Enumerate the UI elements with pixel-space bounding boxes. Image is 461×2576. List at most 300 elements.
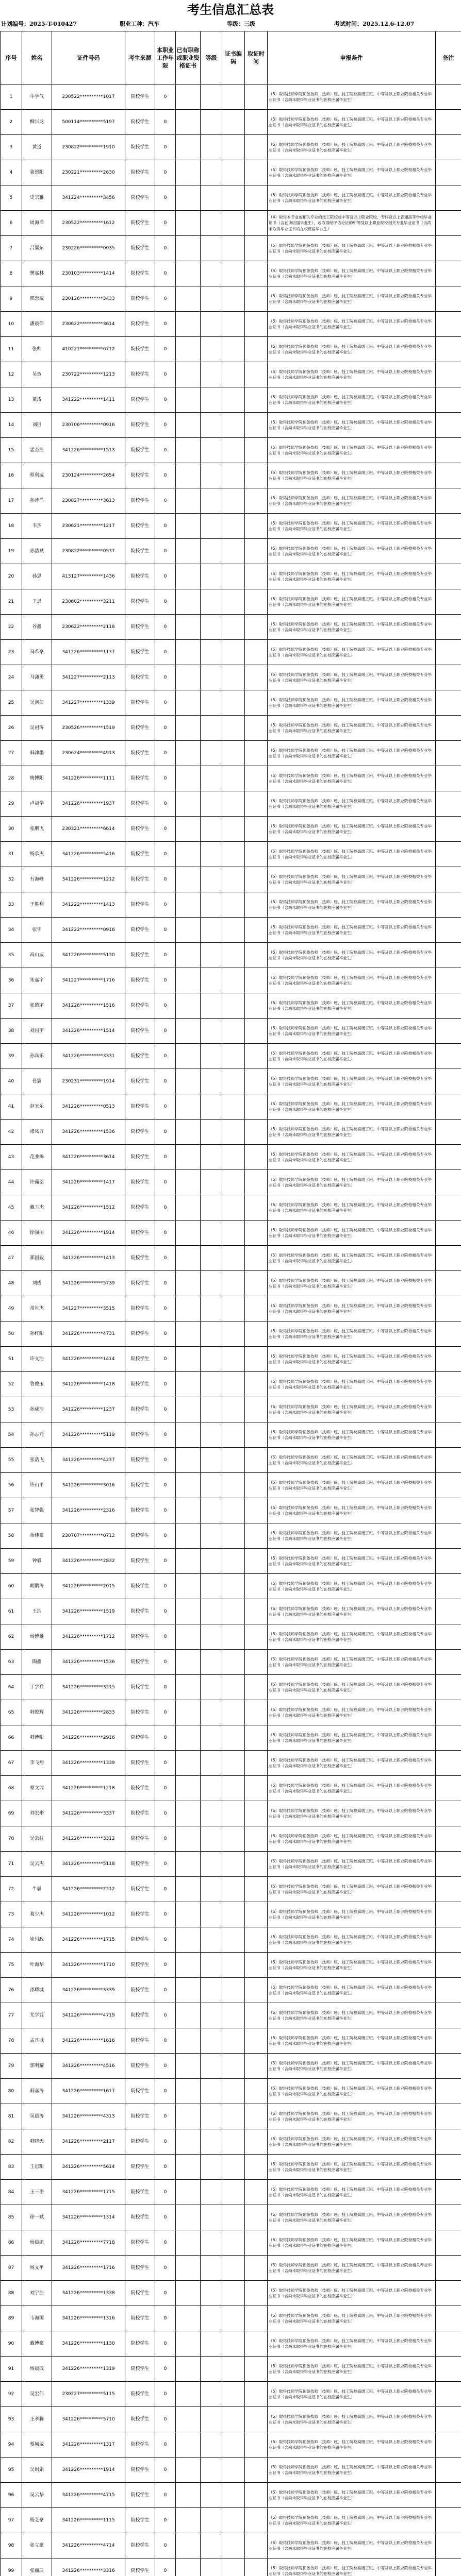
source-cell: 院校学生 — [125, 2003, 155, 2028]
name-cell: 吴祖涛 — [22, 716, 52, 741]
cert-code-cell — [222, 1044, 245, 1069]
source-cell: 院校学生 — [125, 312, 155, 337]
condition-cell: （5）取得技师学院预备技师（技师）班、技工院校高级工班、中等及以上职业院校相关专业毕业证书（含尚未取得毕业证书的在校应届毕业生） — [268, 2129, 436, 2155]
table-row — [1, 2054, 461, 2079]
name-cell: 孙红阳 — [22, 1321, 52, 1347]
grade-cell — [201, 2407, 222, 2432]
certificate-cell — [176, 1675, 201, 1700]
id-number-cell: 413127**********1436 — [52, 564, 125, 589]
source-cell: 院校学生 — [125, 564, 155, 589]
id-number-cell: 341226**********1715 — [52, 2180, 125, 2205]
serial-cell: 18 — [1, 514, 22, 539]
id-number-cell: 341226**********2832 — [52, 1549, 125, 1574]
remarks-cell — [436, 463, 461, 488]
certificate-cell — [176, 564, 201, 589]
source-cell: 院校学生 — [125, 438, 155, 463]
certificate-cell — [176, 741, 201, 766]
cert-date-cell — [245, 1498, 268, 1523]
serial-cell: 88 — [1, 2281, 22, 2306]
id-number-cell: 341226**********1937 — [52, 791, 125, 817]
cert-code-cell — [222, 1852, 245, 1877]
source-cell: 院校学生 — [125, 690, 155, 716]
serial-cell: 4 — [1, 160, 22, 185]
certificate-cell — [176, 2558, 201, 2576]
table-row — [1, 2180, 461, 2205]
remarks-cell — [436, 110, 461, 135]
condition-cell: （5）取得技师学院预备技师（技师）班、技工院校高级工班、中等及以上职业院校相关专业毕业证书（含尚未取得毕业证书的在校应届毕业生） — [268, 1422, 436, 1448]
id-number-cell: 341226**********4719 — [52, 2003, 125, 2028]
id-number-cell: 341226**********7718 — [52, 2230, 125, 2256]
grade-cell — [201, 1246, 222, 1271]
name-cell: 张宇 — [22, 918, 52, 943]
id-number-cell: 341226**********1137 — [52, 640, 125, 665]
remarks-cell — [436, 1978, 461, 2003]
remarks-cell — [436, 2508, 461, 2533]
certificate-cell — [176, 1826, 201, 1852]
table-row — [1, 1246, 461, 1271]
id-number-cell: 341226**********2916 — [52, 1725, 125, 1751]
work-years-cell: 0 — [155, 1826, 176, 1852]
cert-date-cell — [245, 2054, 268, 2079]
remarks-cell — [436, 1826, 461, 1852]
work-years-cell: 0 — [155, 615, 176, 640]
table-row — [1, 741, 461, 766]
serial-cell: 41 — [1, 1094, 22, 1120]
remarks-cell — [436, 1271, 461, 1296]
condition-cell: （5）取得技师学院预备技师（技师）班、技工院校高级工班、中等及以上职业院校相关专业毕业证书（含尚未取得毕业证书的在校应届毕业生） — [268, 2028, 436, 2054]
cert-date-cell — [245, 918, 268, 943]
certificate-cell — [176, 716, 201, 741]
cert-code-cell — [222, 312, 245, 337]
serial-cell: 51 — [1, 1347, 22, 1372]
work-years-cell: 0 — [155, 2180, 176, 2205]
work-years-cell: 0 — [155, 1044, 176, 1069]
table-row — [1, 968, 461, 993]
grade-cell — [201, 690, 222, 716]
source-cell: 院校学生 — [125, 1347, 155, 1372]
remarks-cell — [436, 1700, 461, 1725]
cert-date-cell — [245, 539, 268, 564]
cert-date-cell — [245, 1195, 268, 1221]
table-row — [1, 1776, 461, 1801]
id-number-cell: 230226**********0035 — [52, 236, 125, 261]
cert-code-cell — [222, 2129, 245, 2155]
table-row — [1, 312, 461, 337]
work-years-cell: 0 — [155, 514, 176, 539]
grade-cell — [201, 2382, 222, 2407]
cert-code-cell — [222, 1549, 245, 1574]
certificate-cell — [176, 1776, 201, 1801]
id-number-cell: 341226**********4313 — [52, 2104, 125, 2129]
work-years-cell: 0 — [155, 1700, 176, 1725]
remarks-cell — [436, 211, 461, 236]
condition-cell: （5）取得技师学院预备技师（技师）班、技工院校高级工班、中等及以上职业院校相关专业毕业证书（含尚未取得毕业证书的在校应届毕业生） — [268, 943, 436, 968]
cert-date-cell — [245, 1953, 268, 1978]
table-row — [1, 690, 461, 716]
grade-cell — [201, 2230, 222, 2256]
condition-cell: （5）取得技师学院预备技师（技师）班、技工院校高级工班、中等及以上职业院校相关专业毕业证书（含尚未取得毕业证书的在校应届毕业生） — [268, 1145, 436, 1170]
condition-cell: （5）取得技师学院预备技师（技师）班、技工院校高级工班、中等及以上职业院校相关专业毕业证书（含尚未取得毕业证书的在校应届毕业生） — [268, 1195, 436, 1221]
certificate-cell — [176, 463, 201, 488]
certificate-cell — [176, 2129, 201, 2155]
serial-cell: 30 — [1, 817, 22, 842]
table-row — [1, 1801, 461, 1826]
table-row — [1, 2079, 461, 2104]
serial-cell: 48 — [1, 1271, 22, 1296]
grade-cell — [201, 2306, 222, 2331]
remarks-cell — [436, 387, 461, 413]
grade-cell — [201, 1877, 222, 1902]
cert-code-cell — [222, 1397, 245, 1422]
cert-code-cell — [222, 2306, 245, 2331]
certificate-cell — [176, 286, 201, 312]
id-number-cell: 341226**********1316 — [52, 2306, 125, 2331]
cert-code-cell — [222, 1902, 245, 1927]
grade-cell — [201, 1826, 222, 1852]
name-cell: 韩津墨 — [22, 741, 52, 766]
work-years-cell: 0 — [155, 1498, 176, 1523]
condition-cell: （5）取得技师学院预备技师（技师）班、技工院校高级工班、中等及以上职业院校相关专业毕业证书（含尚未取得毕业证书的在校应届毕业生） — [268, 1246, 436, 1271]
work-years-cell: 0 — [155, 2357, 176, 2382]
condition-cell: （5）取得技师学院预备技师（技师）班、技工院校高级工班、中等及以上职业院校相关专业毕业证书（含尚未取得毕业证书的在校应届毕业生） — [268, 690, 436, 716]
grade-cell — [201, 539, 222, 564]
cert-date-cell — [245, 514, 268, 539]
work-years-cell: 0 — [155, 1094, 176, 1120]
cert-code-cell — [222, 993, 245, 1019]
name-cell: 韦杰 — [22, 514, 52, 539]
source-cell: 院校学生 — [125, 1044, 155, 1069]
remarks-cell — [436, 842, 461, 867]
grade-cell — [201, 1776, 222, 1801]
table-row — [1, 1650, 461, 1675]
cert-code-cell — [222, 1725, 245, 1751]
name-cell: 赵天乐 — [22, 1094, 52, 1120]
certificate-cell — [176, 1019, 201, 1044]
cert-code-cell — [222, 2558, 245, 2576]
certificate-cell — [176, 135, 201, 160]
certificate-cell — [176, 413, 201, 438]
work-years-cell: 0 — [155, 1574, 176, 1599]
condition-cell: （5）取得技师学院预备技师（技师）班、技工院校高级工班、中等及以上职业院校相关专业毕业证书（含尚未取得毕业证书的在校应届毕业生） — [268, 2382, 436, 2407]
name-cell: 蔡文瑞 — [22, 1776, 52, 1801]
table-row — [1, 1221, 461, 1246]
source-cell: 院校学生 — [125, 1650, 155, 1675]
table-row — [1, 1927, 461, 1953]
cert-date-cell — [245, 2256, 268, 2281]
serial-cell: 49 — [1, 1296, 22, 1321]
work-years-cell: 0 — [155, 716, 176, 741]
cert-code-cell — [222, 488, 245, 514]
cert-date-cell — [245, 589, 268, 615]
id-number-cell: 341226**********1414 — [52, 1347, 125, 1372]
cert-code-cell — [222, 1523, 245, 1549]
grade-cell — [201, 1321, 222, 1347]
remarks-cell — [436, 716, 461, 741]
certificate-cell — [176, 2104, 201, 2129]
condition-cell: （5）取得技师学院预备技师（技师）班、技工院校高级工班、中等及以上职业院校相关专业毕业证书（含尚未取得毕业证书的在校应届毕业生） — [268, 1751, 436, 1776]
remarks-cell — [436, 312, 461, 337]
name-cell: 郑国毅 — [22, 1246, 52, 1271]
grade-cell — [201, 2331, 222, 2357]
condition-cell: （5）取得技师学院预备技师（技师）班、技工院校高级工班、中等及以上职业院校相关专业毕业证书（含尚未取得毕业证书的在校应届毕业生） — [268, 1902, 436, 1927]
remarks-cell — [436, 615, 461, 640]
certificate-cell — [176, 261, 201, 286]
grade-cell — [201, 1599, 222, 1624]
remarks-cell — [436, 2306, 461, 2331]
id-number-cell: 341222**********0916 — [52, 918, 125, 943]
grade-cell — [201, 261, 222, 286]
id-number-cell: 341226**********1536 — [52, 1650, 125, 1675]
cert-date-cell — [245, 2331, 268, 2357]
source-cell: 院校学生 — [125, 463, 155, 488]
serial-cell: 43 — [1, 1145, 22, 1170]
work-years-cell: 0 — [155, 2054, 176, 2079]
certificate-cell — [176, 892, 201, 918]
grade-cell — [201, 1675, 222, 1700]
grade-cell — [201, 1549, 222, 1574]
remarks-cell — [436, 1246, 461, 1271]
certificate-cell — [176, 1978, 201, 2003]
cert-code-cell — [222, 1321, 245, 1347]
cert-date-cell — [245, 2129, 268, 2155]
condition-cell: （5）取得技师学院预备技师（技师）班、技工院校高级工班、中等及以上职业院校相关专业毕业证书（含尚未取得毕业证书的在校应届毕业生） — [268, 185, 436, 211]
certificate-cell — [176, 943, 201, 968]
cert-code-cell — [222, 1296, 245, 1321]
table-row — [1, 1195, 461, 1221]
source-cell: 院校学生 — [125, 867, 155, 892]
serial-cell: 22 — [1, 615, 22, 640]
serial-cell: 59 — [1, 1549, 22, 1574]
work-years-cell: 0 — [155, 185, 176, 211]
source-cell: 院校学生 — [125, 1019, 155, 1044]
remarks-cell — [436, 514, 461, 539]
work-years-cell: 0 — [155, 1145, 176, 1170]
condition-cell: （5）取得技师学院预备技师（技师）班、技工院校高级工班、中等及以上职业院校相关专业毕业证书（含尚未取得毕业证书的在校应届毕业生） — [268, 438, 436, 463]
id-number-cell: 341226**********1338 — [52, 2281, 125, 2306]
header-certificate: 已有职称或职业资格证书 — [176, 31, 201, 84]
cert-code-cell — [222, 968, 245, 993]
name-cell: 孟杰浩 — [22, 438, 52, 463]
source-cell: 院校学生 — [125, 261, 155, 286]
cert-date-cell — [245, 2104, 268, 2129]
remarks-cell — [436, 2180, 461, 2205]
table-row — [1, 362, 461, 387]
source-cell: 院校学生 — [125, 2180, 155, 2205]
serial-cell: 79 — [1, 2054, 22, 2079]
remarks-cell — [436, 1094, 461, 1120]
table-row — [1, 1877, 461, 1902]
id-number-cell: 341226**********1314 — [52, 2205, 125, 2230]
name-cell: 邢忠威 — [22, 286, 52, 312]
remarks-cell — [436, 2533, 461, 2558]
cert-code-cell — [222, 867, 245, 892]
cert-date-cell — [245, 2508, 268, 2533]
remarks-cell — [436, 1473, 461, 1498]
grade-cell — [201, 110, 222, 135]
certificate-cell — [176, 665, 201, 690]
work-years-cell: 0 — [155, 1221, 176, 1246]
id-number-cell: 341227**********3515 — [52, 1296, 125, 1321]
header-cert-code: 证书编码 — [222, 31, 245, 84]
cert-code-cell — [222, 1927, 245, 1953]
name-cell: 蔡城威 — [22, 2432, 52, 2458]
source-cell: 院校学生 — [125, 2432, 155, 2458]
serial-cell: 33 — [1, 892, 22, 918]
remarks-cell — [436, 2558, 461, 2576]
certificate-cell — [176, 2483, 201, 2508]
condition-cell: （5）取得技师学院预备技师（技师）班、技工院校高级工班、中等及以上职业院校相关专业毕业证书（含尚未取得毕业证书的在校应届毕业生） — [268, 589, 436, 615]
condition-cell: （5）取得技师学院预备技师（技师）班、技工院校高级工班、中等及以上职业院校相关专业毕业证书（含尚未取得毕业证书的在校应届毕业生） — [268, 1675, 436, 1700]
cert-date-cell — [245, 1978, 268, 2003]
work-years-cell: 0 — [155, 362, 176, 387]
serial-cell: 21 — [1, 589, 22, 615]
name-cell: 韩嘉涛 — [22, 2079, 52, 2104]
cert-code-cell — [222, 539, 245, 564]
id-number-cell: 230624**********4913 — [52, 741, 125, 766]
name-cell: 杨文平 — [22, 2256, 52, 2281]
name-cell: 董涛 — [22, 387, 52, 413]
name-cell: 许文浩 — [22, 1347, 52, 1372]
table-row — [1, 791, 461, 817]
name-cell: 钟毅 — [22, 1549, 52, 1574]
work-years-cell: 0 — [155, 842, 176, 867]
remarks-cell — [436, 2230, 461, 2256]
source-cell: 院校学生 — [125, 1852, 155, 1877]
id-number-cell: 341226**********4516 — [52, 2054, 125, 2079]
condition-cell: （5）取得技师学院预备技师（技师）班、技工院校高级工班、中等及以上职业院校相关专业毕业证书（含尚未取得毕业证书的在校应届毕业生） — [268, 1069, 436, 1094]
table-row — [1, 514, 461, 539]
certificate-cell — [176, 615, 201, 640]
name-cell: 孙浩斌 — [22, 539, 52, 564]
id-number-cell: 341226**********3339 — [52, 1978, 125, 2003]
work-years-cell: 0 — [155, 1271, 176, 1296]
cert-code-cell — [222, 362, 245, 387]
name-cell: 许露铭 — [22, 1170, 52, 1195]
cert-date-cell — [245, 1927, 268, 1953]
grade-cell — [201, 1195, 222, 1221]
name-cell: 葛少杰 — [22, 1902, 52, 1927]
cert-code-cell — [222, 211, 245, 236]
grade-cell — [201, 337, 222, 362]
grade-cell — [201, 1422, 222, 1448]
grade-cell — [201, 1473, 222, 1498]
condition-cell: （5）取得技师学院预备技师（技师）班、技工院校高级工班、中等及以上职业院校相关专业毕业证书（含尚未取得毕业证书的在校应届毕业生） — [268, 387, 436, 413]
table-row — [1, 2382, 461, 2407]
source-cell: 院校学生 — [125, 488, 155, 514]
remarks-cell — [436, 135, 461, 160]
table-row — [1, 438, 461, 463]
certificate-cell — [176, 2155, 201, 2180]
id-number-cell: 341226**********2833 — [52, 1700, 125, 1725]
source-cell: 院校学生 — [125, 1700, 155, 1725]
cert-date-cell — [245, 362, 268, 387]
source-cell: 院校学生 — [125, 1776, 155, 1801]
page-title: 考生信息汇总表 — [187, 2, 274, 17]
cert-code-cell — [222, 1574, 245, 1599]
certificate-cell — [176, 1372, 201, 1397]
cert-code-cell — [222, 1221, 245, 1246]
source-cell: 院校学生 — [125, 1498, 155, 1523]
grade-cell — [201, 1498, 222, 1523]
grade-cell — [201, 1902, 222, 1927]
serial-cell: 37 — [1, 993, 22, 1019]
remarks-cell — [436, 1019, 461, 1044]
source-cell: 院校学生 — [125, 1826, 155, 1852]
source-cell: 院校学生 — [125, 1902, 155, 1927]
grade-cell — [201, 2256, 222, 2281]
cert-code-cell — [222, 1675, 245, 1700]
grade-cell — [201, 1650, 222, 1675]
source-cell: 院校学生 — [125, 2458, 155, 2483]
source-cell: 院校学生 — [125, 1094, 155, 1120]
cert-date-cell — [245, 968, 268, 993]
work-years-cell: 0 — [155, 2331, 176, 2357]
id-number-cell: 341227**********1716 — [52, 968, 125, 993]
level-value: 三级 — [244, 21, 255, 27]
cert-code-cell — [222, 387, 245, 413]
name-cell: 尤学益 — [22, 2003, 52, 2028]
name-cell: 王思阳 — [22, 2155, 52, 2180]
source-cell: 院校学生 — [125, 1170, 155, 1195]
name-cell: 杨承杰 — [22, 842, 52, 867]
table-row — [1, 993, 461, 1019]
cert-date-cell — [245, 892, 268, 918]
table-row — [1, 1953, 461, 1978]
remarks-cell — [436, 1624, 461, 1650]
table-row — [1, 1902, 461, 1927]
condition-cell: （5）取得技师学院预备技师（技师）班、技工院校高级工班、中等及以上职业院校相关专业毕业证书（含尚未取得毕业证书的在校应届毕业生） — [268, 1397, 436, 1422]
id-number-cell: 341226**********0513 — [52, 1094, 125, 1120]
name-cell: 张浩飞 — [22, 1448, 52, 1473]
work-years-cell: 0 — [155, 1321, 176, 1347]
id-number-cell: 230827**********3613 — [52, 488, 125, 514]
cert-date-cell — [245, 1271, 268, 1296]
remarks-cell — [436, 1145, 461, 1170]
cert-code-cell — [222, 2003, 245, 2028]
id-number-cell: 230124**********2654 — [52, 463, 125, 488]
cert-date-cell — [245, 640, 268, 665]
source-cell: 院校学生 — [125, 2054, 155, 2079]
exam-time-group — [334, 19, 414, 30]
cert-code-cell — [222, 665, 245, 690]
condition-cell: （5）取得技师学院预备技师（技师）班、技工院校高级工班、中等及以上职业院校相关专业毕业证书（含尚未取得毕业证书的在校应届毕业生） — [268, 1877, 436, 1902]
name-cell: 吴贺 — [22, 362, 52, 387]
cert-code-cell — [222, 716, 245, 741]
remarks-cell — [436, 589, 461, 615]
cert-date-cell — [245, 2382, 268, 2407]
condition-cell: （5）取得技师学院预备技师（技师）班、技工院校高级工班、中等及以上职业院校相关专业毕业证书（含尚未取得毕业证书的在校应届毕业生） — [268, 337, 436, 362]
condition-cell: （5）取得技师学院预备技师（技师）班、技工院校高级工班、中等及以上职业院校相关专业毕业证书（含尚未取得毕业证书的在校应届毕业生） — [268, 665, 436, 690]
table-row — [1, 135, 461, 160]
certificate-cell — [176, 211, 201, 236]
remarks-cell — [436, 1675, 461, 1700]
serial-cell: 55 — [1, 1448, 22, 1473]
table-row — [1, 716, 461, 741]
cert-code-cell — [222, 1498, 245, 1523]
name-cell: 吴娟娟 — [22, 2458, 52, 2483]
header-id-number: 证件号码 — [52, 31, 125, 84]
level-group — [227, 19, 255, 30]
serial-cell: 98 — [1, 2533, 22, 2558]
serial-cell: 92 — [1, 2382, 22, 2407]
remarks-cell — [436, 943, 461, 968]
table-row — [1, 2256, 461, 2281]
work-years-cell: 0 — [155, 1978, 176, 2003]
remarks-cell — [436, 1801, 461, 1826]
grade-cell — [201, 1069, 222, 1094]
cert-code-cell — [222, 2104, 245, 2129]
cert-date-cell — [245, 1448, 268, 1473]
